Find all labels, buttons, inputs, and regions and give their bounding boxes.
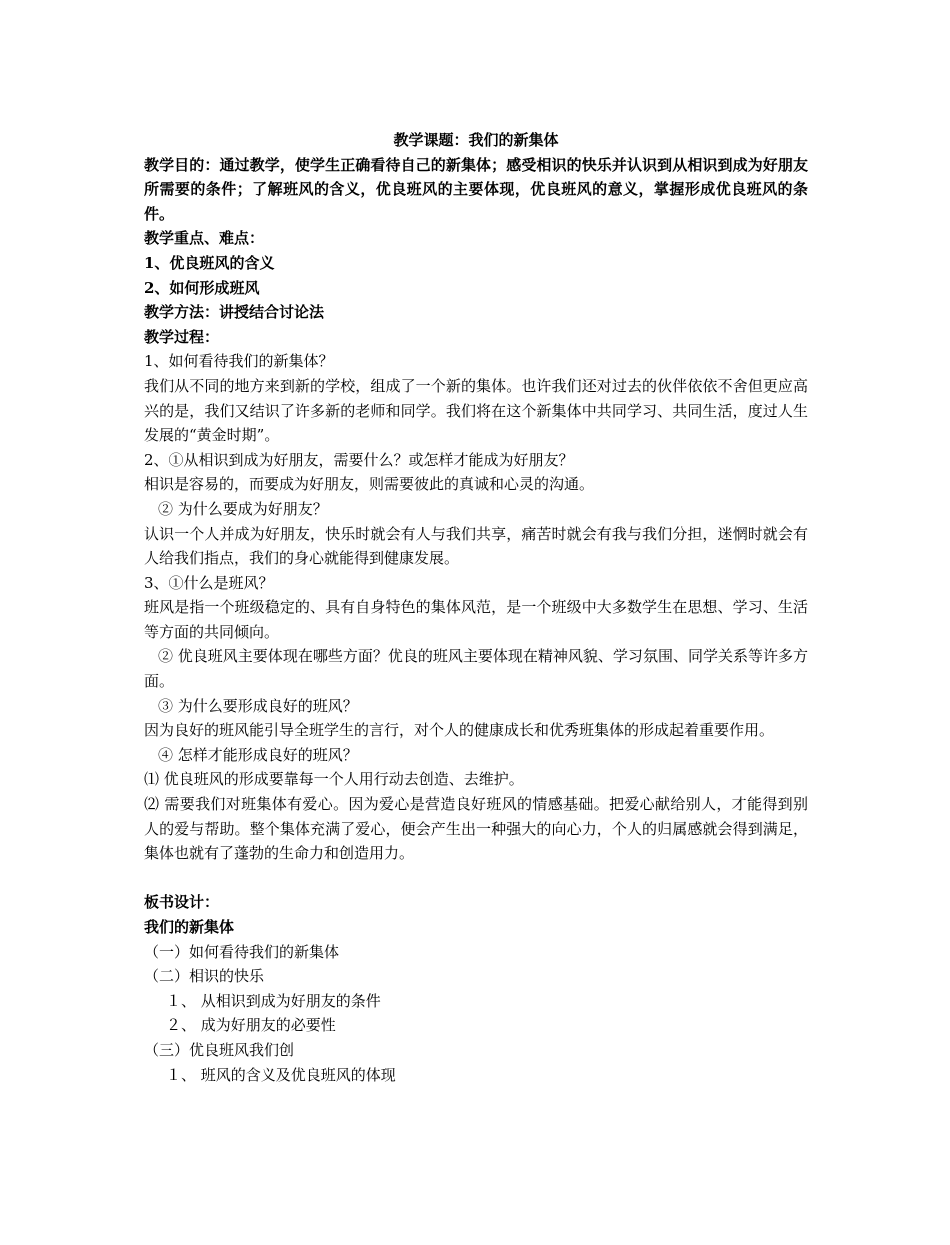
answer-2: 相识是容易的，而要成为好朋友，则需要彼此的真诚和心灵的沟通。 bbox=[144, 475, 595, 494]
teaching-method: 教学方法：讲授结合讨论法 bbox=[144, 303, 325, 322]
teaching-objective: 教学目的：通过教学，使学生正确看待自己的新集体；感受相识的快乐并认识到从相识到成为好朋友所需要的条件；了解班风的含义，优良班风的主要体现，优良班风的意义，掌握形成优良班风的条件。 bbox=[144, 155, 808, 223]
board-item-2-2: ２、 成为好朋友的必要性 bbox=[166, 1016, 336, 1035]
board-item-3-1: １、 班风的含义及优良班风的体现 bbox=[166, 1065, 396, 1084]
lesson-title: 教学课题：我们的新集体 bbox=[393, 131, 559, 149]
answer-1: 我们从不同的地方来到新的学校，组成了一个新的集体。也许我们还对过去的伙伴依依不舍但更应高兴的是，我们又结识了许多新的老师和同学。我们将在这个新集体中共同学习、共同生活，度过人生发展的“黄金时期”。 bbox=[144, 376, 808, 445]
lesson-plan-page bbox=[144, 128, 808, 1087]
question-3b: ② 优良班风主要体现在哪些方面？优良的班风主要体现在精神风貌、学习氛围、同学关系等许多方面。 bbox=[144, 647, 808, 691]
board-item-2-1: １、 从相识到成为好朋友的条件 bbox=[166, 991, 381, 1010]
board-design-heading: 板书设计： bbox=[144, 893, 220, 912]
board-item-3: （三）优良班风我们创 bbox=[144, 1040, 295, 1059]
answer-3c: 因为良好的班风能引导全班学生的言行，对个人的健康成长和优秀班集体的形成起着重要作用。 bbox=[144, 721, 775, 740]
question-2: 2、①从相识到成为好朋友，需要什么？或怎样才能成为好朋友？ bbox=[144, 450, 574, 469]
board-title: 我们的新集体 bbox=[144, 918, 235, 936]
answer-3d-2: ⑵ 需要我们对班集体有爱心。因为爱心是营造良好班风的情感基础。把爱心献给别人，才能得到别人的爱与帮助。整个集体充满了爱心，便会产生出一种强大的向心力，个人的归属感就会得到满足，集体也就有了蓬勃的生命力和创造用力。 bbox=[144, 795, 808, 863]
key-points-heading: 教学重点、难点： bbox=[144, 229, 265, 248]
question-3d: ④ 怎样才能形成良好的班风？ bbox=[158, 745, 358, 764]
question-3c: ③ 为什么要形成良好的班风？ bbox=[158, 696, 358, 715]
key-point-1: 1、优良班风的含义 bbox=[144, 253, 275, 272]
process-heading: 教学过程： bbox=[144, 327, 220, 346]
answer-2b: 认识一个人并成为好朋友，快乐时就会有人与我们共享，痛苦时就会有我与我们分担，迷惘时就会有人给我们指点，我们的身心就能得到健康发展。 bbox=[144, 524, 808, 568]
question-3: 3、①什么是班风？ bbox=[144, 573, 274, 592]
key-point-2: 2、如何形成班风 bbox=[144, 278, 260, 297]
answer-3d-1: ⑴ 优良班风的形成要靠每一个人用行动去创造、去维护。 bbox=[144, 770, 524, 789]
answer-3: 班风是指一个班级稳定的、具有自身特色的集体风范，是一个班级中大多数学生在思想、学习、生活等方面的共同倾向。 bbox=[144, 598, 808, 641]
board-item-2: （二）相识的快乐 bbox=[144, 967, 265, 986]
question-2b: ② 为什么要成为好朋友？ bbox=[158, 499, 328, 518]
question-1: 1、如何看待我们的新集体？ bbox=[144, 352, 334, 371]
spacer bbox=[144, 866, 808, 891]
board-item-1: （一）如何看待我们的新集体 bbox=[144, 942, 340, 961]
